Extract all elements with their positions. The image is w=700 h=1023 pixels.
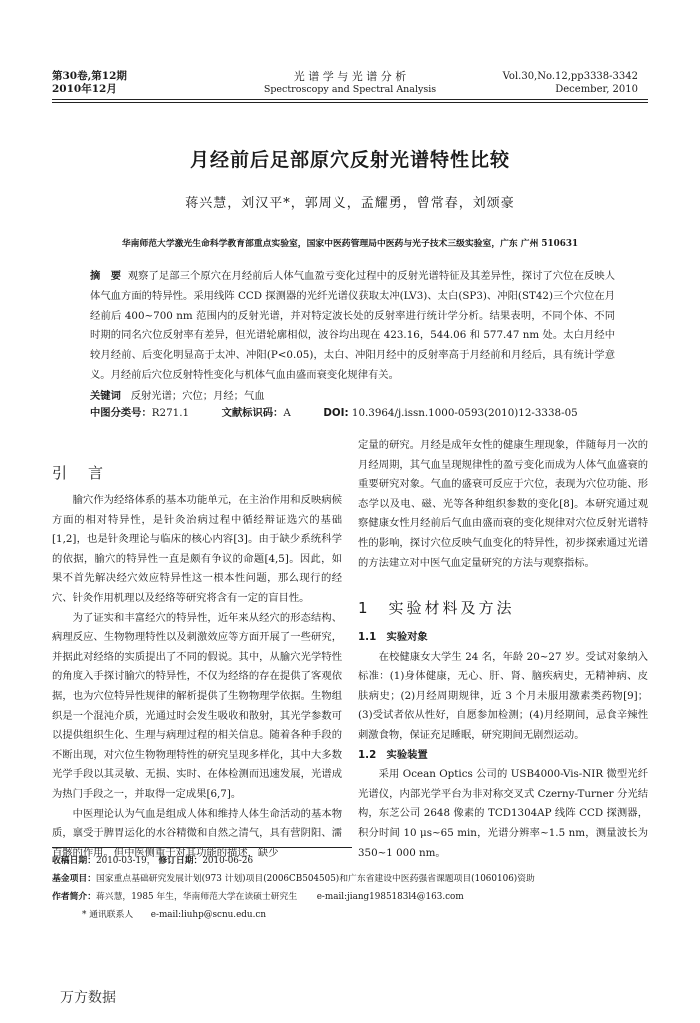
clc-label: 中图分类号：: [90, 407, 152, 419]
doi-value: 10.3964/j.issn.1000-0593(2010)12-3338-05: [351, 407, 578, 419]
clc-value: R271.1: [151, 407, 190, 419]
right-column-body: [358, 436, 648, 573]
paper-title: 月经前后足部原穴反射光谱特性比较: [189, 149, 510, 171]
volume-pages: Vol.30,No.12,pp3338-3342: [502, 71, 638, 82]
footnote-rule: [52, 847, 352, 848]
footnote-correspondence: [52, 906, 652, 924]
issue-date: 2010年12月: [52, 83, 117, 95]
left-column-body: [52, 491, 342, 863]
intro-paragraph-3: 中医理论认为气血是组成人体和维持人体生命活动的基本物质，禀受于脾胃运化的水谷精微和自然之清气，具有营阴阳、濡百骸的作用。但中医侧重于对其功能的描述，缺少: [52, 807, 342, 859]
footnote-author: [52, 888, 652, 906]
subsection-apparatus-text: 采用 Ocean Optics 公司的 USB4000-Vis-NIR 微型光纤光谱仪，内部光学平台为非对称交叉式 Czerny-Turner 分光结构，东芝公司 2648 像素的 TCD1304AP 线阵 CCD 探测器，积分时间 10 μs~65 min，光谱分辨率~1.5 nm，测量波长为 350~1 000 nm。: [358, 768, 648, 859]
footnote-fund: [52, 870, 652, 888]
received-date: 2010-03-19，: [96, 856, 156, 866]
doc-code-label: 文献标识码：: [221, 407, 284, 419]
abstract: [90, 267, 615, 386]
intro-paragraph-1: 腧穴作为经络体系的基本功能单元，在主治作用和反映病候方面的相对特异性，是针灸治病过程中循经辩证选穴的基础[1,2]，也是针灸理论与临床的核心内容[3]。由于缺少系统科学的依据，腧穴的特异性一直是颇有争议的命题[4,5]。因此，如果不首先解决经穴效应特异性这一根本性问题，那么现行的经穴、针灸作用机理以及经络等研究将含有一定的盲目性。: [52, 494, 342, 604]
revised-label: 修订日期：: [158, 856, 203, 866]
received-label: 收稿日期：: [52, 856, 96, 866]
author-list: 蒋兴慧，刘汉平*，郭周义，孟耀勇，曾常春，刘颂豪: [185, 196, 515, 211]
revised-date: 2010-06-26: [202, 856, 254, 866]
author-bio-label: 作者简介：: [52, 892, 96, 902]
doi-label: DOI:: [323, 407, 349, 419]
journal-citation: [503, 70, 638, 96]
subsection-subjects-title: 1.1 实验对象: [358, 631, 428, 643]
author-email: e-mail:jiang1985183l4@163.com: [316, 892, 464, 902]
keywords-text: 反射光谱；穴位；月经；气血: [130, 390, 265, 402]
journal-volume-info: [52, 70, 127, 96]
methods-body: [358, 628, 648, 863]
header-rule-thin: [52, 102, 648, 103]
footnote-dates: [52, 852, 652, 870]
abstract-label: 摘 要: [90, 270, 122, 282]
keywords-label: 关键词: [90, 390, 121, 402]
journal-name-en: Spectroscopy and Spectral Analysis: [263, 84, 437, 95]
fund-label: 基金项目：: [52, 874, 96, 884]
corresponding-label: * 通讯联系人: [82, 910, 134, 920]
keywords: [90, 388, 615, 404]
volume-issue: 第30卷,第12期: [52, 70, 127, 82]
publication-month: December, 2010: [555, 84, 638, 95]
section-intro-title: 引 言: [52, 464, 107, 482]
watermark-text: 万方数据: [60, 990, 116, 1006]
journal-name-cn: 光 谱 学 与 光 谱 分 析: [293, 70, 407, 83]
author-bio: 蒋兴慧，1985 年生，华南师范大学在读硕士研究生: [96, 892, 298, 902]
intro-continued: 定量的研究。月经是成年女性的健康生理现象，伴随每月一次的月经周期，其气血呈现规律性的盈亏变化而成为人体气血盛衰的重要研究对象。气血的盛衰可反应于穴位，表现为穴位功能、形态学以及电、磁、光等各种组织参数的变化[8]。本研究通过观察健康女性月经前后气血由盛而衰的变化规律对穴位反射光谱特性的影响，探讨穴位反映气血变化的特异性，初步探索通过光谱的方法建立对中医气血定量研究的方法与观察指标。: [358, 439, 648, 569]
footnotes: [52, 852, 652, 924]
abstract-text: 观察了足部三个原穴在月经前后人体气血盈亏变化过程中的反射光谱特征及其差异性，探讨了穴位在反映人体气血方面的特异性。采用线阵 CCD 探测器的光纤光谱仪获取太冲(LV3)、太白(SP3)、冲阳(ST42)三个穴位在月经前后 400~700 nm 范围内的反射光谱，并对特定波长处的反射率进行统计学分析。结果表明，不同个体、不同时期的同名穴位反射率有差异，但光谱轮廓相似，波谷均出现在 423.16，544.06 和 577.47 nm 处。太白月经中较月经前、后变化明显高于太冲、冲阳(P<0.05)，太白、冲阳月经中的反射率高于月经前和月经后，具有统计学意义。月经前后穴位反射特性变化与机体气血由盛而衰变化规律有关。: [90, 270, 616, 381]
journal-name: [230, 70, 470, 96]
classification-line: [90, 405, 615, 421]
affiliation: 华南师范大学激光生命科学教育部重点实验室，国家中医药管理局中医药与光子技术三级实验室，广东 广州 510631: [121, 239, 579, 249]
corresponding-email: e-mail:liuhp@scnu.edu.cn: [150, 910, 266, 920]
header-rule: [52, 99, 648, 100]
section-methods-title: 1 实验材料及方法: [358, 599, 515, 617]
subsection-subjects-text: 在校健康女大学生 24 名，年龄 20~27 岁。受试对象纳入标准：(1)身体健康，无心、肝、肾、脑疾病史，无精神病、皮肤病史；(2)月经周期规律，近 3 个月未服用激素类药物[9]；(3)受试者依从性好，自愿参加检测；(4)月经期间，忌食辛辣性刺激食物，保证充足睡眠，研究期间无剧烈运动。: [358, 650, 648, 741]
intro-paragraph-2: 为了证实和丰富经穴的特异性，近年来从经穴的形态结构、病理反应、生物物理特性以及刺激效应等方面开展了一些研究，并据此对经络的实质提出了不同的假说。其中，从腧穴光学特性的角度入手探讨腧穴的特异性，不仅为经络的存在提供了客观依据，也为穴位特异性规律的解析提供了生物物理学依据。生物组织是一个混沌介质，光通过时会发生吸收和散射，其光学参数可以提供组织生化、生理与病理过程的相关信息。随着各种手段的不断出现，对穴位生物物理特性的研究呈现多样化，其中大多数光学手段以其灵敏、无损、实时、在体检测而迅速发展，光谱成为热门手段之一，并取得一定成果[6,7]。: [52, 611, 342, 800]
fund-text: 国家重点基础研究发展计划(973 计划)项目(2006CB504505)和广东省建设中医药强省课题项目(1060106)资助: [96, 874, 535, 884]
doc-code-value: A: [283, 407, 291, 419]
subsection-apparatus-title: 1.2 实验装置: [358, 748, 428, 761]
